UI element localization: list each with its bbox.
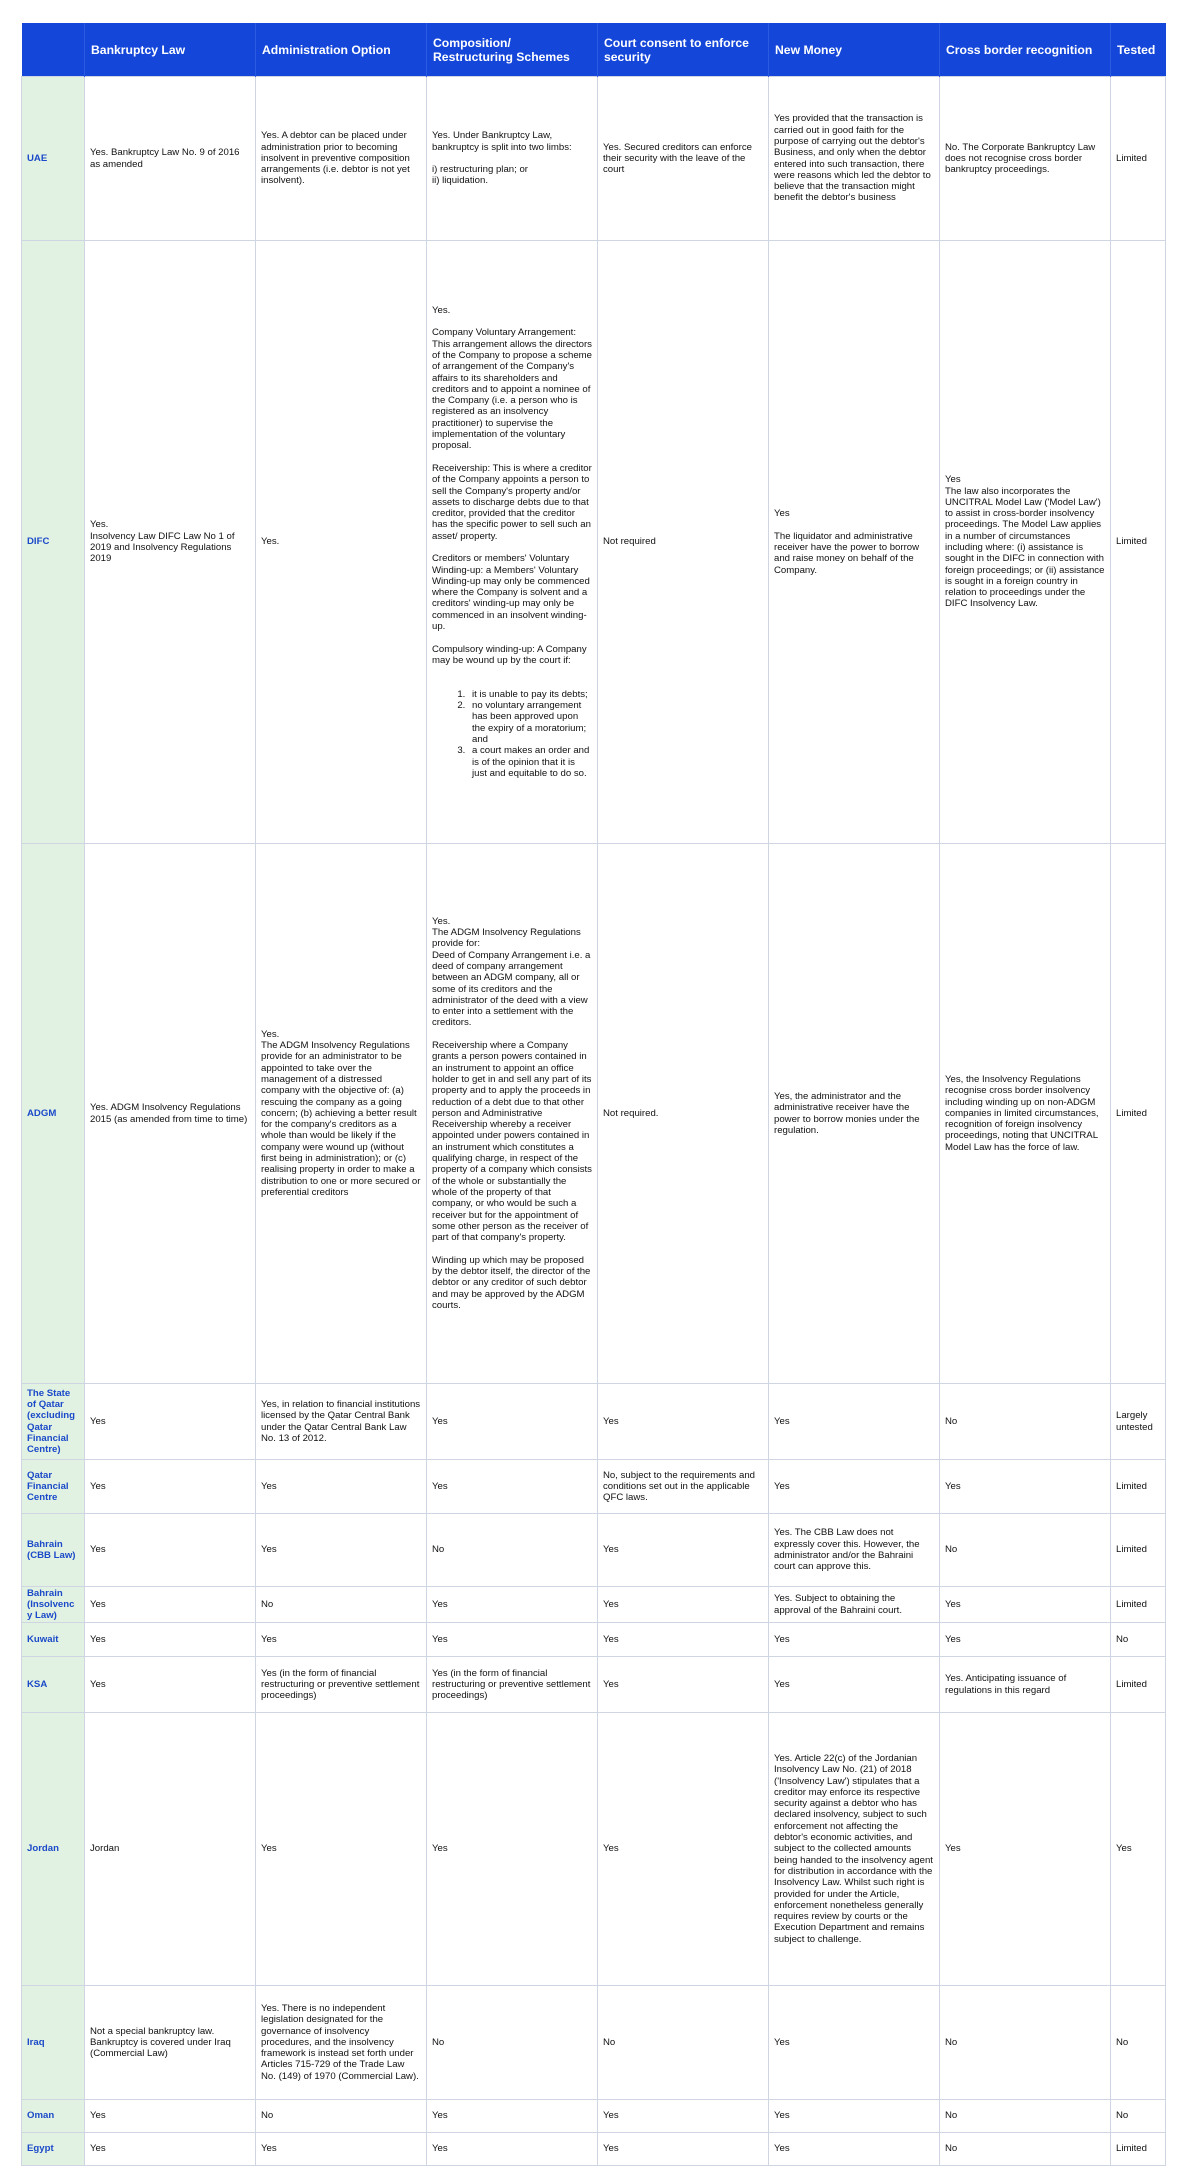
row-country: Oman	[22, 2100, 85, 2133]
cell-bankruptcy-law: Yes. Insolvency Law DIFC Law No 1 of 2019 and Insolvency Regulations 2019	[85, 241, 256, 844]
row-country: Qatar Financial Centre	[22, 1460, 85, 1514]
cell-administration-option: Yes. A debtor can be placed under administration prior to becoming insolvent in preventive composition arrangements (i.e. debtor is not yet insolvent).	[256, 77, 427, 241]
cell-new-money: Yes The liquidator and administrative receiver have the power to borrow and raise money on behalf of the Company.	[769, 241, 940, 844]
cell-administration-option: Yes	[256, 2133, 427, 2166]
row-country: Iraq	[22, 1986, 85, 2100]
row-country: KSA	[22, 1657, 85, 1713]
cell-tested: No	[1111, 2100, 1166, 2133]
cell-new-money: Yes. Article 22(c) of the Jordanian Insolvency Law No. (21) of 2018 ('Insolvency Law') stipulates that a creditor may enforce its respective security against a debtor who has declared insolvency, subject to such enforcement not affecting the debtor's economic activities, and subject to the collected amounts being handed to the insolvency agent for distribution in accordance with the Insolvency Law. Whilst such right is provided for under the Article, enforcement nonetheless generally requires review by courts or the Execution Department and remains subject to challenge.	[769, 1713, 940, 1986]
cell-new-money: Yes	[769, 1384, 940, 1460]
header-bankruptcy-law: Bankruptcy Law	[85, 23, 256, 77]
cell-tested: Limited	[1111, 844, 1166, 1384]
header-cross-border: Cross border recognition	[940, 23, 1111, 77]
table-row	[22, 1713, 1166, 1986]
cell-bankruptcy-law: Yes	[85, 1460, 256, 1514]
cell-court-consent: Yes	[598, 1713, 769, 1986]
comparison-table-wrapper	[21, 23, 1165, 2166]
cell-tested: Limited	[1111, 1460, 1166, 1514]
cell-new-money: Yes. The CBB Law does not expressly cover this. However, the administrator and/or the Bahraini court can approve this.	[769, 1514, 940, 1587]
cell-tested: No	[1111, 1986, 1166, 2100]
cell-tested: Limited	[1111, 1587, 1166, 1623]
cell-cross-border: Yes, the Insolvency Regulations recognise cross border insolvency including winding up on non-ADGM companies in limited circumstances, recognition of foreign insolvency proceedings, noting that UNCITRAL Model Law has the force of law.	[940, 844, 1111, 1384]
row-country: Jordan	[22, 1713, 85, 1986]
cell-bankruptcy-law: Yes. ADGM Insolvency Regulations 2015 (as amended from time to time)	[85, 844, 256, 1384]
cell-bankruptcy-law: Yes	[85, 1514, 256, 1587]
cell-bankruptcy-law: Yes	[85, 1384, 256, 1460]
cell-tested: Limited	[1111, 2133, 1166, 2166]
cell-court-consent: No, subject to the requirements and conditions set out in the applicable QFC laws.	[598, 1460, 769, 1514]
cell-cross-border: Yes	[940, 1713, 1111, 1986]
cell-cross-border: No	[940, 2100, 1111, 2133]
cell-new-money: Yes	[769, 2133, 940, 2166]
table-row	[22, 1587, 1166, 1623]
cell-bankruptcy-law: Yes	[85, 2133, 256, 2166]
cell-administration-option: Yes.	[256, 241, 427, 844]
cell-administration-option: No	[256, 2100, 427, 2133]
header-administration-option: Administration Option	[256, 23, 427, 77]
cell-court-consent: Yes	[598, 2133, 769, 2166]
header-new-money: New Money	[769, 23, 940, 77]
cell-cross-border: No	[940, 1986, 1111, 2100]
cell-new-money: Yes	[769, 1460, 940, 1514]
cell-bankruptcy-law: Yes. Bankruptcy Law No. 9 of 2016 as amended	[85, 77, 256, 241]
table-row	[22, 1514, 1166, 1587]
cell-composition: Yes. The ADGM Insolvency Regulations provide for: Deed of Company Arrangement i.e. a deed of company arrangement between an ADGM company, all or some of its creditors and the administrator of the deed with a view to enter into a settlement with the creditors. Receivership where a Company grants a person powers contained in an instrument to appoint an office holder to get in and sell any part of its property and to apply the proceeds in reduction of a debt due to that other person and Administrative Receivership whereby a receiver appointed under powers contained in an instrument which constitutes a qualifying charge, in respect of the property of a company which consists of the whole or substantially the whole of the property of that company, or who would be such a receiver but for the appointment of some other person as the receiver of part of that company's property. Winding up which may be proposed by the debtor itself, the director of the debtor or any creditor of such debtor and may be approved by the ADGM courts.	[427, 844, 598, 1384]
header-tested: Tested	[1111, 23, 1166, 77]
cell-composition: Yes	[427, 1713, 598, 1986]
cell-bankruptcy-law: Yes	[85, 1623, 256, 1657]
cell-tested: Yes	[1111, 1713, 1166, 1986]
row-country: DIFC	[22, 241, 85, 844]
insolvency-comparison-table	[21, 23, 1166, 2166]
cell-tested: No	[1111, 1623, 1166, 1657]
cell-court-consent: Not required	[598, 241, 769, 844]
cell-new-money: Yes	[769, 1657, 940, 1713]
cell-cross-border: No	[940, 2133, 1111, 2166]
cell-court-consent: Yes	[598, 1623, 769, 1657]
cell-bankruptcy-law: Yes	[85, 1657, 256, 1713]
cell-composition: Yes	[427, 1460, 598, 1514]
table-row	[22, 77, 1166, 241]
table-row	[22, 1657, 1166, 1713]
cell-composition: Yes	[427, 2100, 598, 2133]
composition-text: Yes. Company Voluntary Arrangement: This arrangement allows the directors of the Company to propose a scheme of arrangement of the Company's affairs to its shareholders and creditors and to appoint a nominee of the Company (i.e. a person who is registered as an insolvency practitioner) to supervise the implementation of the voluntary proposal. Receivership: This is where a creditor of the Company appoints a person to sell the Company's property and/or assets to discharge debts due to that creditor, provided that the creditor has the specific power to sell such an asset/ property. Creditors or members' Voluntary Winding-up: a Members' Voluntary Winding-up may only be commenced where the Company is solvent and a creditors' winding-up may only be commenced in an insolvent winding-up. Compulsory winding-up: A Company may be wound up by the court if:	[432, 304, 592, 666]
cell-bankruptcy-law: Jordan	[85, 1713, 256, 1986]
cell-composition: No	[427, 1514, 598, 1587]
cell-cross-border: Yes. Anticipating issuance of regulations in this regard	[940, 1657, 1111, 1713]
table-row	[22, 1623, 1166, 1657]
cell-cross-border: Yes	[940, 1623, 1111, 1657]
table-row	[22, 1986, 1166, 2100]
cell-tested: Limited	[1111, 1657, 1166, 1713]
list-item: 2. no voluntary arrangement has been approved upon the expiry of a moratorium; and	[468, 700, 592, 745]
cell-composition: Yes	[427, 1587, 598, 1623]
row-country: Kuwait	[22, 1623, 85, 1657]
cell-new-money: Yes	[769, 1623, 940, 1657]
table-row	[22, 1460, 1166, 1514]
cell-administration-option: No	[256, 1587, 427, 1623]
cell-administration-option: Yes. The ADGM Insolvency Regulations provide for an administrator to be appointed to take over the management of a distressed company with the objective of: (a) rescuing the company as a going concern; (b) achieving a better result for the company's creditors as a whole than would be likely if the company were wound up (without first being in administration); or (c) realising property in order to make a distribution to one or more secured or preferential creditors	[256, 844, 427, 1384]
cell-tested: Largely untested	[1111, 1384, 1166, 1460]
list-item: 3. a court makes an order and is of the opinion that it is just and equitable to do so.	[468, 745, 592, 779]
cell-tested: Limited	[1111, 77, 1166, 241]
cell-court-consent: Yes	[598, 1514, 769, 1587]
cell-new-money: Yes provided that the transaction is carried out in good faith for the purpose of carrying out the debtor's Business, and only when the debtor entered into such transaction, there were reasons which led the debtor to believe that the transaction might benefit the debtor's business	[769, 77, 940, 241]
cell-administration-option: Yes	[256, 1514, 427, 1587]
cell-new-money: Yes	[769, 1986, 940, 2100]
cell-administration-option: Yes. There is no independent legislation designated for the governance of insolvency procedures, and the insolvency framework is instead set forth under Articles 715-729 of the Trade Law No. (149) of 1970 (Commercial Law).	[256, 1986, 427, 2100]
cell-composition	[427, 241, 598, 844]
cell-administration-option: Yes (in the form of financial restructuring or preventive settlement proceedings)	[256, 1657, 427, 1713]
cell-court-consent: Yes. Secured creditors can enforce their security with the leave of the court	[598, 77, 769, 241]
table-row	[22, 241, 1166, 844]
row-country: Bahrain (CBB Law)	[22, 1514, 85, 1587]
header-court-consent: Court consent to enforce security	[598, 23, 769, 77]
cell-court-consent: Yes	[598, 1384, 769, 1460]
cell-composition: Yes	[427, 2133, 598, 2166]
table-row	[22, 1384, 1166, 1460]
table-row	[22, 844, 1166, 1384]
cell-cross-border: No	[940, 1384, 1111, 1460]
cell-bankruptcy-law: Yes	[85, 2100, 256, 2133]
row-country: The State of Qatar (excluding Qatar Financial Centre)	[22, 1384, 85, 1460]
cell-composition: Yes	[427, 1623, 598, 1657]
cell-composition: Yes (in the form of financial restructuring or preventive settlement proceedings)	[427, 1657, 598, 1713]
cell-cross-border: Yes	[940, 1587, 1111, 1623]
cell-new-money: Yes. Subject to obtaining the approval of the Bahraini court.	[769, 1587, 940, 1623]
cell-administration-option: Yes, in relation to financial institutions licensed by the Qatar Central Bank under the Qatar Central Bank Law No. 13 of 2012.	[256, 1384, 427, 1460]
cell-administration-option: Yes	[256, 1713, 427, 1986]
list-item: 1. it is unable to pay its debts;	[468, 689, 592, 700]
cell-court-consent: Yes	[598, 1657, 769, 1713]
cell-court-consent: No	[598, 1986, 769, 2100]
cell-bankruptcy-law: Not a special bankruptcy law. Bankruptcy is covered under Iraq (Commercial Law)	[85, 1986, 256, 2100]
row-country: ADGM	[22, 844, 85, 1384]
header-composition-restructuring: Composition/ Restructuring Schemes	[427, 23, 598, 77]
cell-composition: No	[427, 1986, 598, 2100]
cell-administration-option: Yes	[256, 1623, 427, 1657]
cell-court-consent: Yes	[598, 1587, 769, 1623]
cell-cross-border: Yes	[940, 1460, 1111, 1514]
cell-bankruptcy-law: Yes	[85, 1587, 256, 1623]
row-country: Egypt	[22, 2133, 85, 2166]
row-country: UAE	[22, 77, 85, 241]
cell-new-money: Yes, the administrator and the administrative receiver have the power to borrow monies under the regulation.	[769, 844, 940, 1384]
cell-composition: Yes. Under Bankruptcy Law, bankruptcy is split into two limbs: i) restructuring plan; or ii) liquidation.	[427, 77, 598, 241]
cell-tested: Limited	[1111, 1514, 1166, 1587]
row-country: Bahrain (Insolvency Law)	[22, 1587, 85, 1623]
header-country	[22, 23, 85, 77]
cell-cross-border: Yes The law also incorporates the UNCITRAL Model Law ('Model Law') to assist in cross-border insolvency proceedings. The Model Law applies in a number of circumstances including where: (i) assistance is sought in the DIFC in connection with foreign proceedings; or (ii) assistance is sought in a foreign country in relation to proceedings under the DIFC Insolvency Law.	[940, 241, 1111, 844]
winding-up-conditions-list	[432, 689, 592, 779]
cell-administration-option: Yes	[256, 1460, 427, 1514]
header-row	[22, 23, 1166, 77]
cell-court-consent: Not required.	[598, 844, 769, 1384]
cell-cross-border: No	[940, 1514, 1111, 1587]
table-row	[22, 2100, 1166, 2133]
cell-new-money: Yes	[769, 2100, 940, 2133]
cell-court-consent: Yes	[598, 2100, 769, 2133]
cell-tested: Limited	[1111, 241, 1166, 844]
table-row	[22, 2133, 1166, 2166]
cell-composition: Yes	[427, 1384, 598, 1460]
cell-cross-border: No. The Corporate Bankruptcy Law does not recognise cross border bankruptcy proceedings.	[940, 77, 1111, 241]
